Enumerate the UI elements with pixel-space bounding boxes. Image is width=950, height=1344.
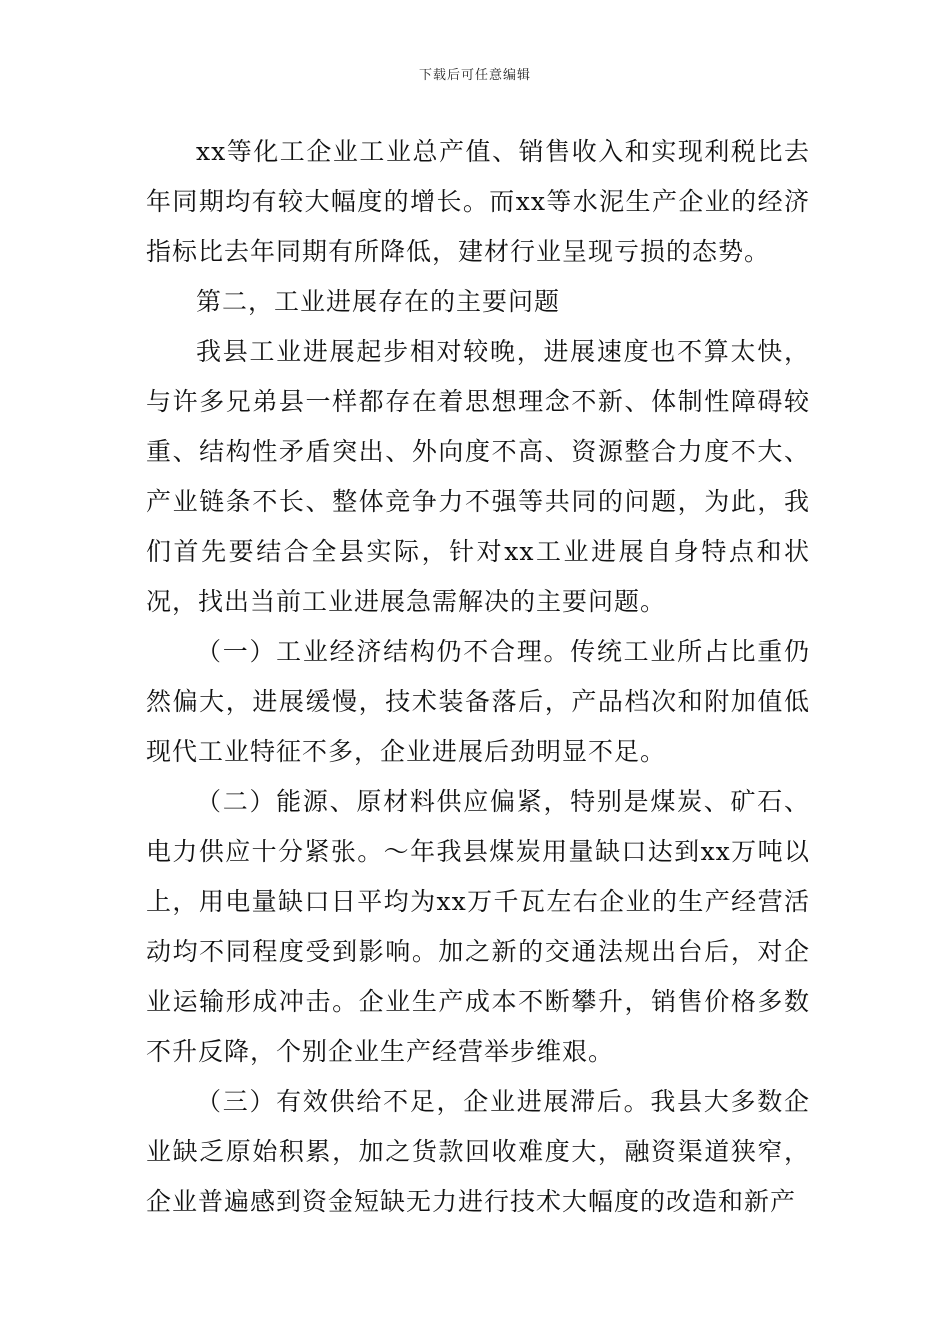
paragraph-problem-one: （一）工业经济结构仍不合理。传统工业所占比重仍然偏大，进展缓慢，技术装备落后，产品档次和附加值低现代工业特征不多，企业进展后劲明显不足。 xyxy=(146,637,810,766)
paragraph-development-problems: 我县工业进展起步相对较晚，进展速度也不算太快，与许多兄弟县一样都存在着思想理念不新、体制性障碍较重、结构性矛盾突出、外向度不高、资源整合力度不大、产业链条不长、整体竞争力不强等共同的问题，为此，我们首先要结合全县实际，针对xx工业进展自身特点和状况，找出当前工业进展急需解决的主要问题。 xyxy=(146,337,810,616)
page-header-note: 下载后可任意编辑 xyxy=(418,68,531,83)
paragraph-industry-indicators: xx等化工企业工业总产值、销售收入和实现利税比去年同期均有较大幅度的增长。而xx等水泥生产企业的经济指标比去年同期有所降低，建材行业呈现亏损的态势。 xyxy=(146,137,810,266)
section-heading-main-problems: 第二，工业进展存在的主要问题 xyxy=(196,287,561,316)
paragraph-problem-two: （二）能源、原材料供应偏紧，特别是煤炭、矿石、电力供应十分紧张。～年我县煤炭用量缺口达到xx万吨以上，用电量缺口日平均为xx万千瓦左右企业的生产经营活动均不同程度受到影响。加之新的交通法规出台后，对企业运输形成冲击。企业生产成本不断攀升，销售价格多数不升反降，个别企业生产经营举步维艰。 xyxy=(146,787,810,1066)
document-body xyxy=(146,127,810,1227)
paragraph-problem-three: （三）有效供给不足，企业进展滞后。我县大多数企业缺乏原始积累，加之货款回收难度大，融资渠道狭窄，企业普遍感到资金短缺无力进行技术大幅度的改造和新产 xyxy=(146,1087,810,1216)
